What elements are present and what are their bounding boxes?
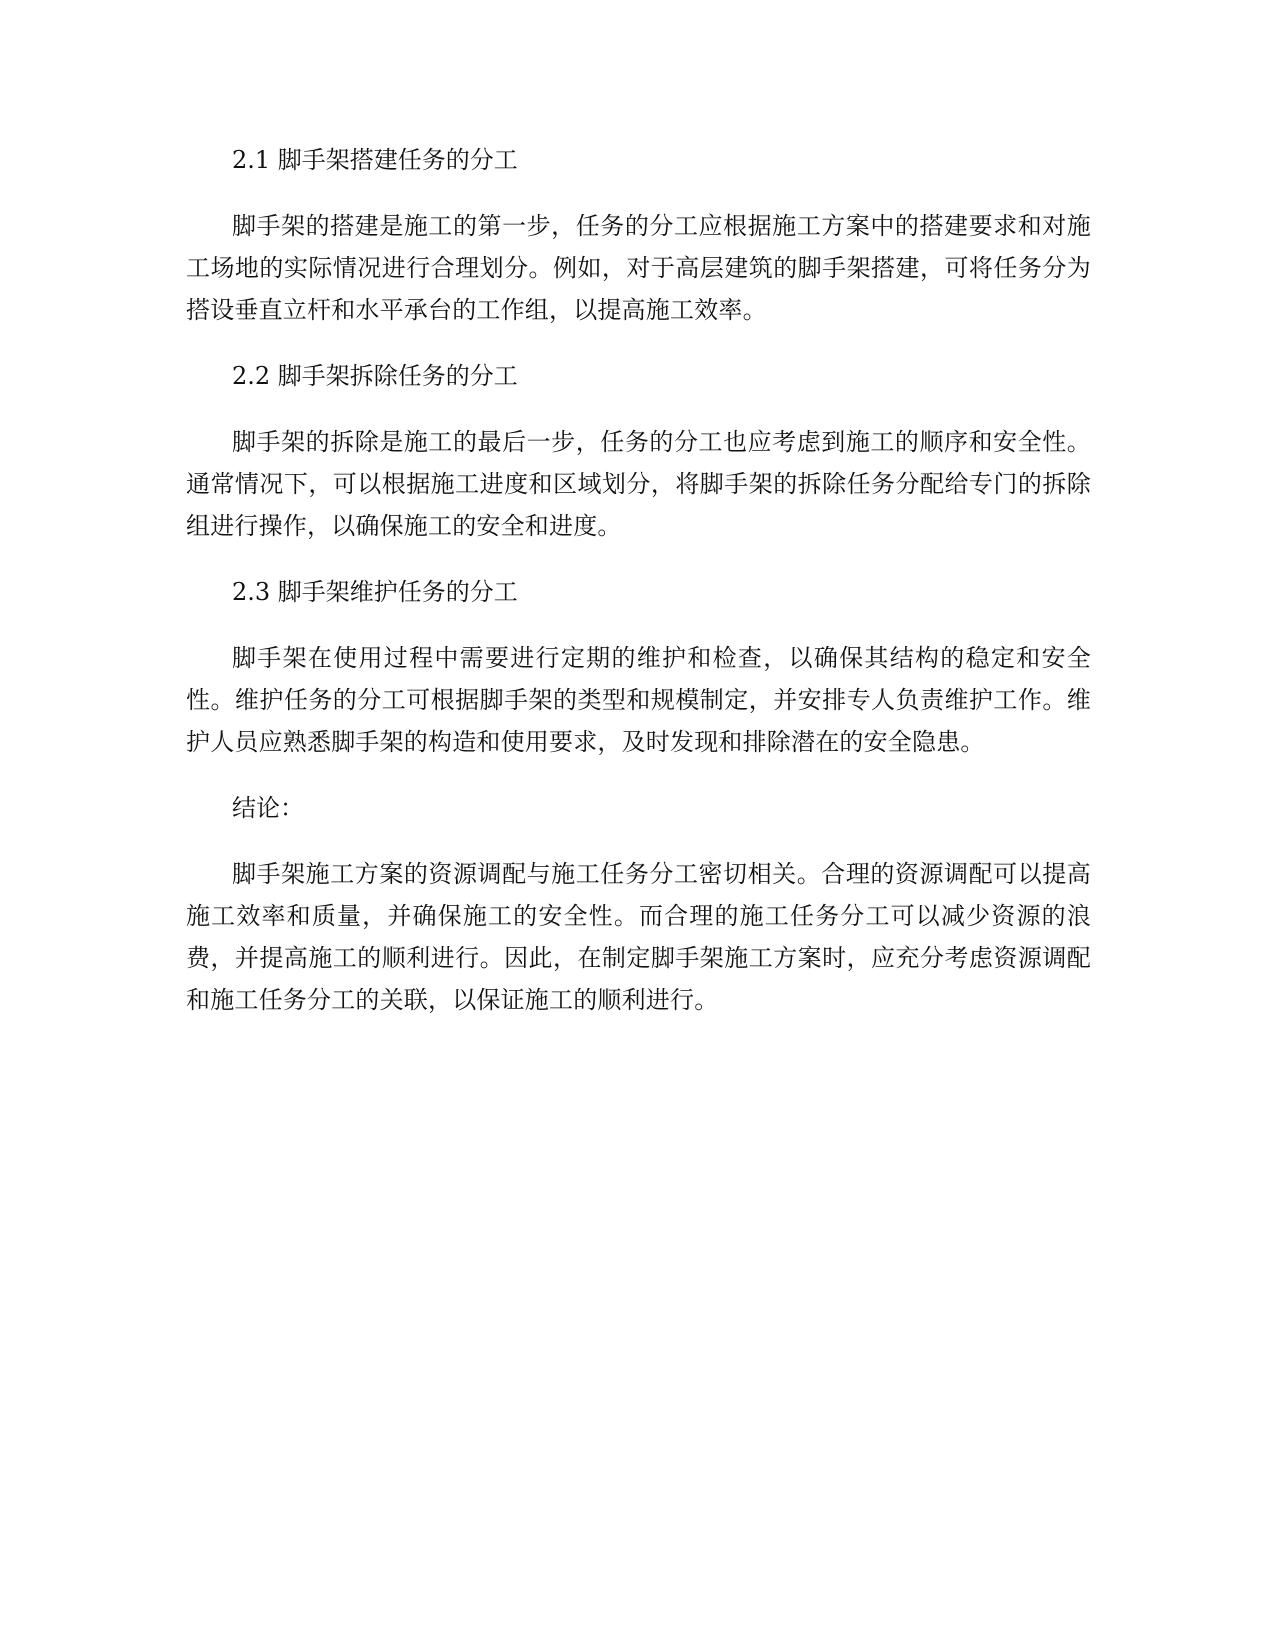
- section-2-1: [186, 139, 1091, 331]
- conclusion-paragraph: 脚手架施工方案的资源调配与施工任务分工密切相关。合理的资源调配可以提高施工效率和质量，并确保施工的安全性。而合理的施工任务分工可以减少资源的浪费，并提高施工的顺利进行。因此，在制定脚手架施工方案时，应充分考虑资源调配和施工任务分工的关联，以保证施工的顺利进行。: [186, 860, 1091, 1014]
- section-heading: 2.2 脚手架拆除任务的分工: [232, 362, 518, 390]
- document-body: [186, 139, 1091, 1045]
- section-heading: 2.1 脚手架搭建任务的分工: [232, 146, 518, 174]
- section-2-2: [186, 355, 1091, 547]
- section-2-3: [186, 571, 1091, 763]
- section-heading: 2.3 脚手架维护任务的分工: [232, 578, 518, 606]
- section-paragraph: 脚手架在使用过程中需要进行定期的维护和检查，以确保其结构的稳定和安全性。维护任务的分工可根据脚手架的类型和规模制定，并安排专人负责维护工作。维护人员应熟悉脚手架的构造和使用要求，及时发现和排除潜在的安全隐患。: [186, 644, 1091, 756]
- section-conclusion: [186, 787, 1091, 1021]
- section-paragraph: 脚手架的拆除是施工的最后一步，任务的分工也应考虑到施工的顺序和安全性。通常情况下，可以根据施工进度和区域划分，将脚手架的拆除任务分配给专门的拆除组进行操作，以确保施工的安全和进度。: [186, 428, 1091, 540]
- section-paragraph: 脚手架的搭建是施工的第一步，任务的分工应根据施工方案中的搭建要求和对施工场地的实际情况进行合理划分。例如，对于高层建筑的脚手架搭建，可将任务分为搭设垂直立杆和水平承台的工作组，以提高施工效率。: [186, 212, 1091, 324]
- conclusion-heading: 结论：: [232, 794, 304, 822]
